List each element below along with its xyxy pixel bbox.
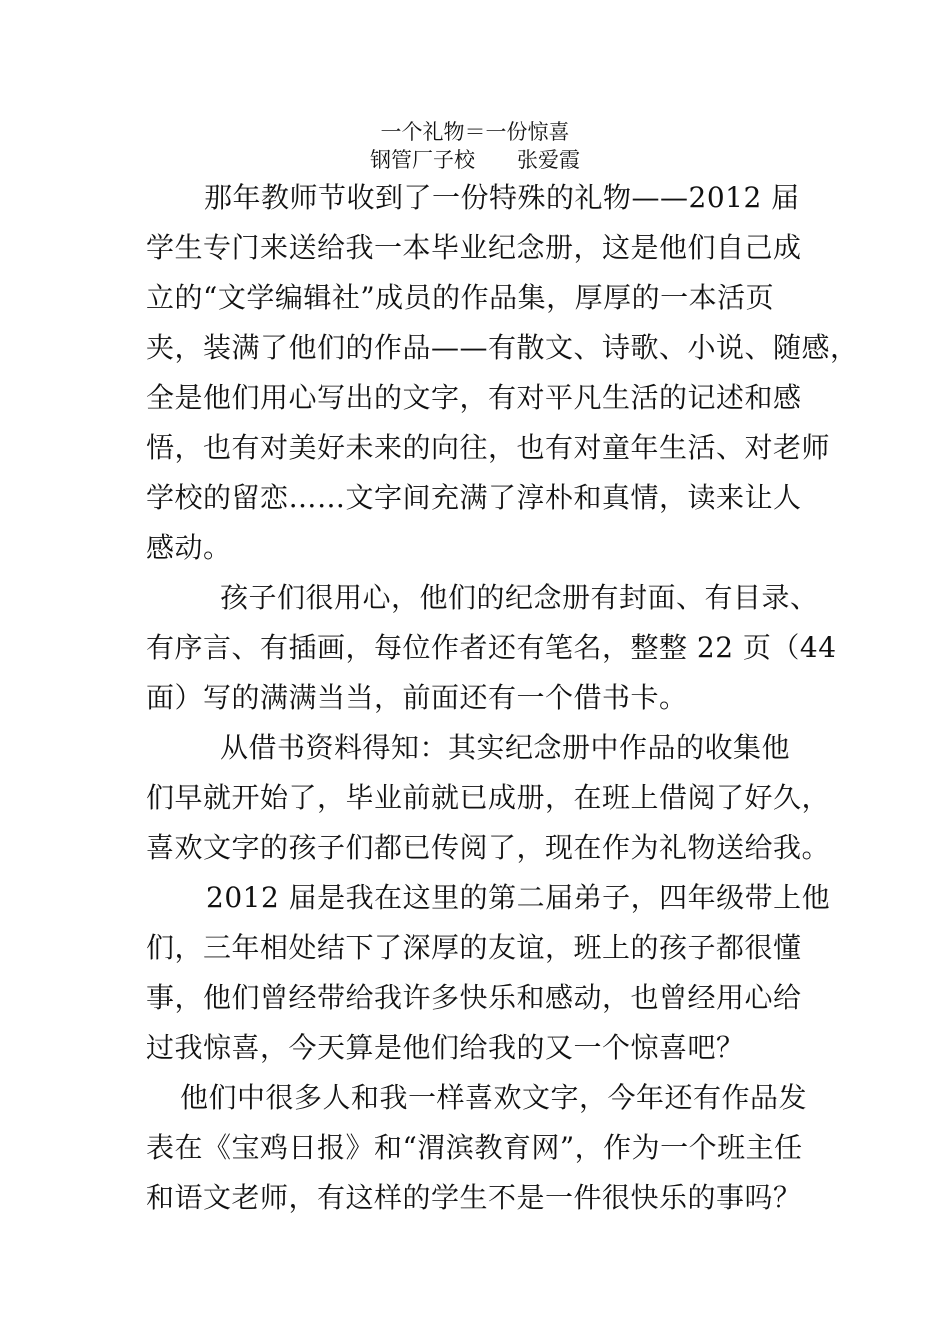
paragraph-line: 事，他们曾经带给我许多快乐和感动，也曾经用心给 [146, 981, 802, 1014]
author-name: 张爱霞 [517, 148, 580, 172]
byline [0, 146, 950, 174]
paragraph-line: 从借书资料得知：其实纪念册中作品的收集他 [220, 731, 791, 764]
paragraph-line: 和语文老师，有这样的学生不是一件很快乐的事吗？ [146, 1181, 802, 1214]
paragraph-2 [146, 573, 837, 723]
paragraph-line: 感动。 [146, 531, 232, 564]
paragraph-1 [146, 173, 859, 573]
paragraph-line: 过我惊喜，今天算是他们给我的又一个惊喜吧？ [146, 1031, 745, 1064]
paragraph-line: 学生专门来送给我一本毕业纪念册，这是他们自己成 [146, 231, 802, 264]
document-title: 一个礼物＝一份惊喜 [380, 120, 570, 144]
school-name: 钢管厂子校 [370, 148, 475, 172]
paragraph-line: 孩子们很用心，他们的纪念册有封面、有目录、 [220, 581, 819, 614]
paragraph-line: 们早就开始了，毕业前就已成册，在班上借阅了好久， [146, 781, 831, 814]
paragraph-5 [146, 1073, 826, 1223]
paragraph-line: 夹，装满了他们的作品——有散文、诗歌、小说、随感， [146, 331, 859, 364]
paragraph-line: 那年教师节收到了一份特殊的礼物——2012 届 [204, 181, 800, 214]
paragraph-line: 2012 届是我在这里的第二届弟子，四年级带上他 [206, 881, 831, 914]
paragraph-line: 他们中很多人和我一样喜欢文字，今年还有作品发 [180, 1081, 808, 1114]
paragraph-line: 学校的留恋……文字间充满了淳朴和真情，读来让人 [146, 481, 802, 514]
paragraph-line: 表在《宝鸡日报》和“渭滨教育网”，作为一个班主任 [146, 1131, 803, 1164]
paragraph-3 [146, 723, 831, 873]
paragraph-line: 喜欢文字的孩子们都已传阅了，现在作为礼物送给我。 [146, 831, 831, 864]
paragraph-line: 悟，也有对美好未来的向往，也有对童年生活、对老师 [146, 431, 831, 464]
paragraph-line: 面）写的满满当当，前面还有一个借书卡。 [146, 681, 688, 714]
paragraph-line: 立的“文学编辑社”成员的作品集，厚厚的一本活页 [146, 281, 775, 314]
paragraph-line: 有序言、有插画，每位作者还有笔名，整整 22 页（44 [146, 631, 837, 664]
paragraph-line: 们，三年相处结下了深厚的友谊，班上的孩子都很懂 [146, 931, 802, 964]
paragraph-line: 全是他们用心写出的文字，有对平凡生活的记述和感 [146, 381, 802, 414]
paragraph-4 [146, 873, 831, 1073]
